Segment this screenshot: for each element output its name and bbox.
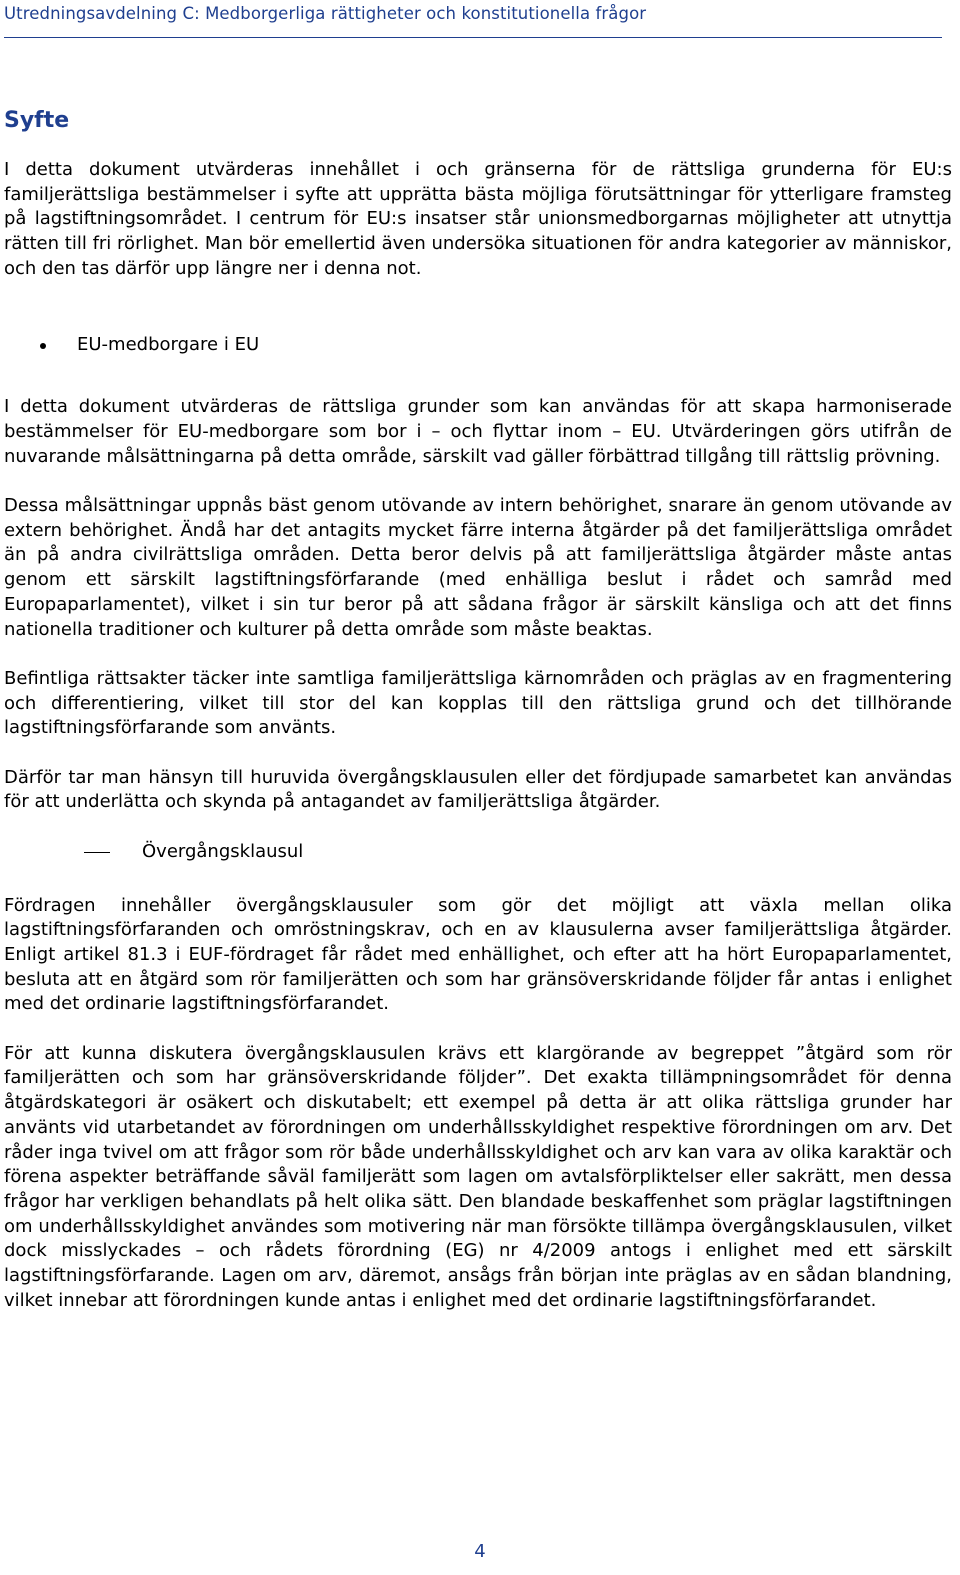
bullet-item-label: EU-medborgare i EU [77, 333, 260, 355]
paragraph: I detta dokument utvärderas de rättsliga grunder som kan användas för att skapa harmoniserade bestämmelser för EU-medborgare som bor i – och flyttar inom – EU. Utvärderingen görs utifrån de nuvarande målsättningarna på detta område, särskilt vad gäller förbättrad tillgång till rättslig prövning. [4, 396, 952, 467]
paragraph: Därför tar man hänsyn till huruvida övergångsklausulen eller det fördjupade samarbetet kan användas för att underlätta och skynda på antagandet av familjerättsliga åtgärder. [4, 766, 952, 813]
dash-item-label: Övergångsklausul [142, 840, 304, 862]
paragraph: För att kunna diskutera övergångsklausulen krävs ett klargörande av begreppet ”åtgärd som rör familjerätten och som har gränsöverskridande följder”. Det exakta tillämpningsområdet för denna åtgärdskategori är osäkert och diskutabelt; ett exempel på detta är att olika rättsliga grunder har använts vid utarbetandet av förordningen om underhållsskyldighet respektive förordningen om arv. Det råder inga tvivel om att frågor som rör både underhållsskyldighet och arv kan vara av olika karaktär och förena aspekter beträffande såväl familjerätt som lagen om avtalsförpliktelser eller sakrätt, men dessa frågor har verkligen behandlats på helt olika sätt. Den blandade beskaffenhet som präglar lagstiftningen om underhållsskyldighet användes som motivering när man försökte tillämpa övergångsklausulen, vilket dock misslyckades – och rådets förordning (EG) nr 4/2009 antogs i enlighet med ett särskilt lagstiftningsförfarande. Lagen om arv, däremot, ansågs från början inte präglas av en sådan blandning, vilket innebar att förordningen kunde antas i enlighet med det ordinarie lagstiftningsförfarandet. [4, 1042, 952, 1311]
dash-list-item [4, 840, 952, 865]
document-body [4, 106, 952, 1338]
page-number: 4 [474, 1541, 486, 1562]
bullet-list-item [4, 333, 952, 358]
intro-paragraph: I detta dokument utvärderas innehållet i och gränserna för de rättsliga grunderna för EU:s familjerättsliga bestämmelser i syfte att upprätta bästa möjliga förutsättningar för ytterligare framsteg på lagstiftningsområdet. I centrum för EU:s insatser står unionsmedborgarnas möjligheter att utnyttja rätten till fri rörlighet. Man bör emellertid även undersöka situationen för andra kategorier av människor, och den tas därför upp längre ner i denna not. [4, 159, 952, 279]
paragraph: Befintliga rättsakter täcker inte samtliga familjerättsliga kärnområden och präglas av en fragmentering och differentiering, vilket till stor del kan kopplas till den rättsliga grund och det tillhörande lagstiftningsförfarande som använts. [4, 667, 952, 739]
paragraph: Fördragen innehåller övergångsklausuler som gör det möjligt att växla mellan olika lagstiftningsförfaranden och omröstningskrav, och en av klausulerna avser familjerättsliga åtgärder. Enligt artikel 81.3 i EUF-fördraget får rådet med enhällighet, och efter att ha hört Europaparlamentet, besluta att en åtgärd som rör familjerätten och som har gränsöverskridande följder får antas i enlighet med det ordinarie lagstiftningsförfarandet. [4, 894, 952, 1015]
paragraph: Dessa målsättningar uppnås bäst genom utövande av intern behörighet, snarare än genom utövande av extern behörighet. Ändå har det antagits mycket färre interna åtgärder på det familjerättsliga området än på andra civilrättsliga områden. Detta beror delvis på att familjerättsliga åtgärder måste antas genom ett särskilt lagstiftningsförfarande (med enhälliga beslut i rådet och samråd med Europaparlamentet), vilket i sin tur beror på att sådana frågor är särskilt känsliga och att det finns nationella traditioner och kulturer på detta område som måste beaktas. [4, 495, 952, 640]
section-heading: Syfte [4, 108, 70, 133]
dash-icon [84, 852, 110, 853]
running-header [4, 4, 942, 38]
bullet-icon [40, 343, 46, 349]
header-title: Utredningsavdelning C: Medborgerliga rättigheter och konstitutionella frågor [4, 4, 647, 23]
